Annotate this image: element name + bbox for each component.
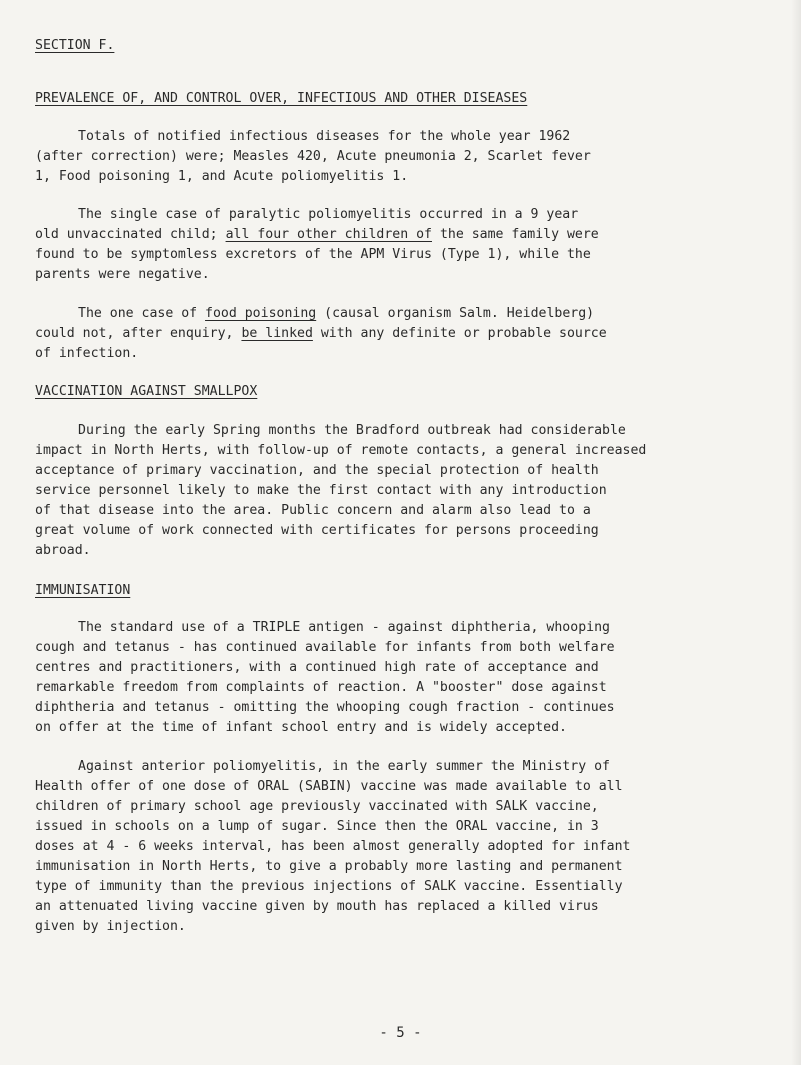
text-line: acceptance of primary vaccination, and the special protection of health bbox=[35, 463, 599, 478]
text-line: found to be symptomless excretors of the APM Virus (Type 1), while the bbox=[35, 247, 591, 262]
text-line: During the early Spring months the Bradford outbreak had considerable bbox=[78, 423, 626, 438]
text-line: children of primary school age previously vaccinated with SALK vaccine, bbox=[35, 799, 599, 814]
text-line bbox=[35, 306, 594, 322]
text-line: parents were negative. bbox=[35, 267, 210, 282]
text-run: (causal organism Salm. Heidelberg) bbox=[316, 306, 595, 321]
text-line: of infection. bbox=[35, 346, 139, 361]
text-line bbox=[35, 326, 607, 342]
section-title: SECTION F. bbox=[35, 38, 115, 53]
page-number: - 5 - bbox=[379, 1025, 422, 1041]
text-line: remarkable freedom from complaints of reaction. A "booster" dose against bbox=[35, 680, 607, 695]
underlined-text: food poisoning bbox=[205, 306, 317, 321]
text-line: of that disease into the area. Public concern and alarm also lead to a bbox=[35, 503, 591, 518]
text-line: Health offer of one dose of ORAL (SABIN) vaccine was made available to all bbox=[35, 779, 623, 794]
text-line: Totals of notified infectious diseases for the whole year 1962 bbox=[78, 129, 571, 144]
underlined-text: all four other children of bbox=[225, 227, 432, 242]
text-run: The one case of bbox=[78, 306, 206, 321]
text-run: with any definite or probable source bbox=[312, 326, 607, 341]
text-line: The standard use of a TRIPLE antigen - against diphtheria, whooping bbox=[78, 620, 610, 635]
text-line: cough and tetanus - has continued available for infants from both welfare bbox=[35, 640, 615, 655]
vaccination-heading: VACCINATION AGAINST SMALLPOX bbox=[35, 384, 258, 399]
text-line: Against anterior poliomyelitis, in the early summer the Ministry of bbox=[78, 759, 610, 774]
page-edge-shadow bbox=[791, 0, 801, 1065]
text-line: (after correction) were; Measles 420, Acute pneumonia 2, Scarlet fever bbox=[35, 149, 591, 164]
text-line: abroad. bbox=[35, 543, 91, 558]
text-line: centres and practitioners, with a continued high rate of acceptance and bbox=[35, 660, 599, 675]
text-line: given by injection. bbox=[35, 919, 186, 934]
underlined-text: be linked bbox=[241, 326, 313, 341]
text-run: the same family were bbox=[432, 227, 599, 242]
text-line: doses at 4 - 6 weeks interval, has been almost generally adopted for infant bbox=[35, 839, 631, 854]
text-line: impact in North Herts, with follow-up of remote contacts, a general increased bbox=[35, 443, 647, 458]
text-line: diphtheria and tetanus - omitting the whooping cough fraction - continues bbox=[35, 700, 615, 715]
text-line bbox=[35, 227, 599, 243]
text-line: immunisation in North Herts, to give a probably more lasting and permanent bbox=[35, 859, 623, 874]
text-line: 1, Food poisoning 1, and Acute poliomyelitis 1. bbox=[35, 169, 409, 184]
text-line: on offer at the time of infant school entry and is widely accepted. bbox=[35, 720, 567, 735]
text-run: could not, after enquiry, bbox=[35, 326, 242, 341]
text-line: The single case of paralytic poliomyelitis occurred in a 9 year bbox=[78, 207, 579, 222]
text-line: issued in schools on a lump of sugar. Since then the ORAL vaccine, in 3 bbox=[35, 819, 599, 834]
prevalence-heading: PREVALENCE OF, AND CONTROL OVER, INFECTIOUS AND OTHER DISEASES bbox=[35, 91, 528, 106]
text-run: old unvaccinated child; bbox=[35, 227, 226, 242]
text-line: great volume of work connected with certificates for persons proceeding bbox=[35, 523, 599, 538]
immunisation-heading: IMMUNISATION bbox=[35, 583, 131, 598]
text-line: an attenuated living vaccine given by mouth has replaced a killed virus bbox=[35, 899, 599, 914]
text-line: service personnel likely to make the first contact with any introduction bbox=[35, 483, 607, 498]
text-line: type of immunity than the previous injections of SALK vaccine. Essentially bbox=[35, 879, 623, 894]
